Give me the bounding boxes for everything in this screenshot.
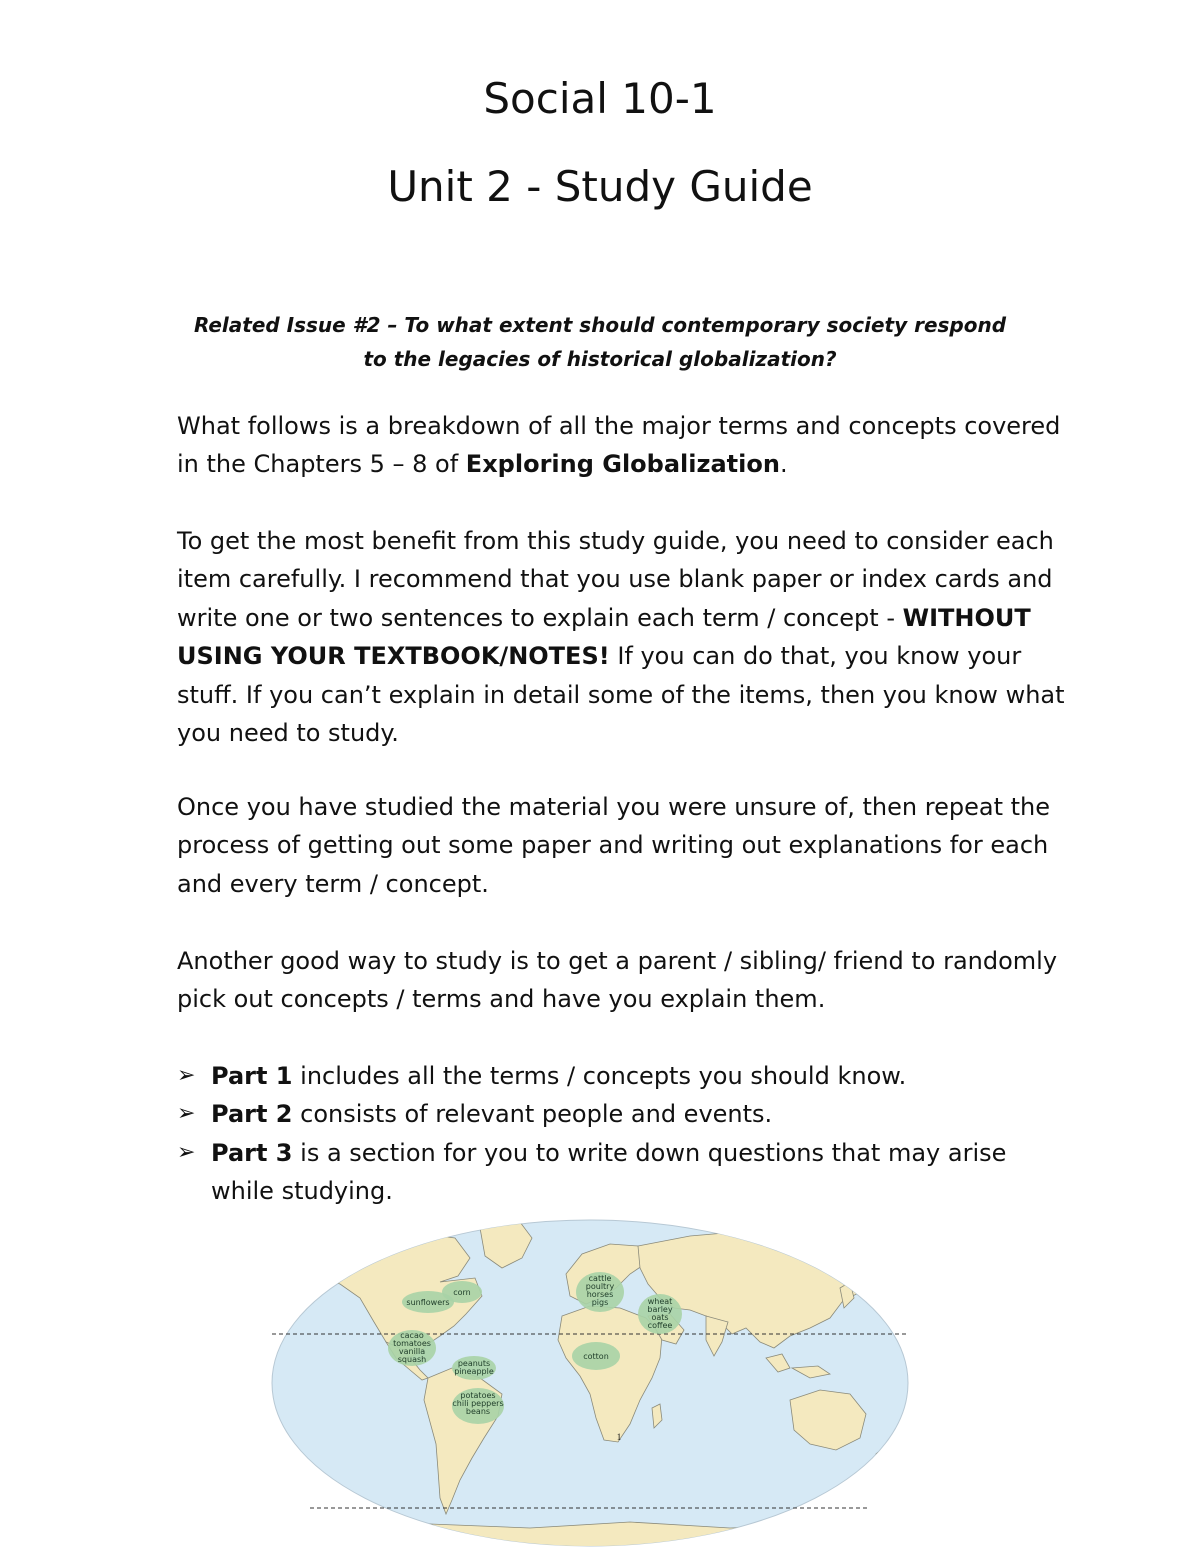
crop-text: cotton: [583, 1352, 609, 1361]
parts-list-item: [177, 1134, 1057, 1211]
repeat-paragraph: Once you have studied the material you were unsure of, then repeat the process of getting out some paper and writing out explanations for each and every term / concept.: [177, 793, 1050, 898]
crop-label-cotton: [572, 1342, 620, 1370]
part-description: is a section for you to write down questions that may arise while studying.: [211, 1138, 1007, 1206]
crop-label-potatoes: [452, 1388, 504, 1424]
crop-text: peanuts: [457, 1359, 491, 1368]
document-title: Social 10-1: [483, 74, 717, 123]
benefit-paragraph: [177, 522, 1067, 752]
related-issue-line2: to the legacies of historical globalization?: [363, 347, 837, 371]
part-label: Part 1: [211, 1062, 293, 1090]
benefit-text-end: If you can do that, you know your stuff. If you can’t explain in detail some of the items, then you know what you need to study.: [177, 642, 1065, 748]
crop-text: cattle: [588, 1274, 612, 1283]
parts-list-item: [177, 1057, 1057, 1095]
benefit-text: To get the most benefit from this study guide, you need to consider each item carefully. I recommend that you use blank paper or index cards and write one or two sentences to explain each term / concept -: [177, 527, 1054, 632]
world-crops-map: [270, 1218, 910, 1548]
crop-text: poultry: [585, 1282, 615, 1291]
crop-label-wheat: [638, 1294, 682, 1334]
crop-text: tomatoes: [393, 1339, 431, 1348]
arrow-bullet-icon: ➢: [177, 1063, 196, 1088]
benefit-emphasis: WITHOUT USING YOUR TEXTBOOK/NOTES!: [177, 603, 1031, 671]
intro-period: .: [779, 450, 788, 479]
parts-list-item: [177, 1095, 1057, 1133]
document-subtitle: Unit 2 - Study Guide: [387, 162, 813, 211]
crop-text: pineapple: [454, 1367, 494, 1376]
crop-text: squash: [397, 1355, 427, 1364]
crop-text: vanilla: [398, 1347, 426, 1356]
arrow-bullet-icon: ➢: [177, 1101, 196, 1127]
intro-text: What follows is a breakdown of all the major terms and concepts covered in the Chapters 5 – 8 of: [177, 412, 1061, 479]
crop-label-peanuts: [452, 1356, 496, 1380]
crop-text: wheat: [647, 1297, 673, 1306]
part-description: consists of relevant people and events.: [292, 1100, 773, 1129]
part-label: Part 2: [211, 1100, 293, 1129]
part-description: includes all the terms / concepts you should know.: [292, 1062, 907, 1090]
crop-text: corn: [453, 1288, 471, 1297]
another-way-paragraph: Another good way to study is to get a parent / sibling/ friend to randomly pick out concepts / terms and have you explain them.: [177, 947, 1058, 1014]
related-issue-line1: Related Issue #2 – To what extent should contemporary society respond: [193, 313, 1007, 337]
crop-text: chili peppers: [452, 1399, 504, 1408]
crop-text: sunflowers: [406, 1298, 450, 1307]
crop-text: horses: [586, 1290, 614, 1299]
crop-text: beans: [465, 1407, 491, 1416]
arrow-bullet-icon: ➢: [177, 1139, 196, 1165]
crop-label-cattle: [576, 1272, 624, 1312]
intro-paragraph: [177, 407, 1067, 484]
related-issue: [140, 308, 1060, 376]
parts-list: [177, 1057, 1057, 1211]
world-map-graphic: [270, 1218, 910, 1548]
book-title: Exploring Globalization: [465, 450, 780, 479]
crop-text: potatoes: [460, 1391, 496, 1400]
crop-text: coffee: [647, 1321, 673, 1330]
page-number: 1: [616, 1432, 622, 1442]
part-label: Part 3: [211, 1138, 293, 1167]
crop-text: cacao: [400, 1331, 424, 1340]
crop-text: pigs: [591, 1298, 609, 1307]
crop-label-sunflowers: [402, 1291, 454, 1313]
crop-text: barley: [647, 1305, 673, 1314]
crop-text: oats: [651, 1313, 669, 1322]
crop-label-cacao: [388, 1330, 436, 1366]
